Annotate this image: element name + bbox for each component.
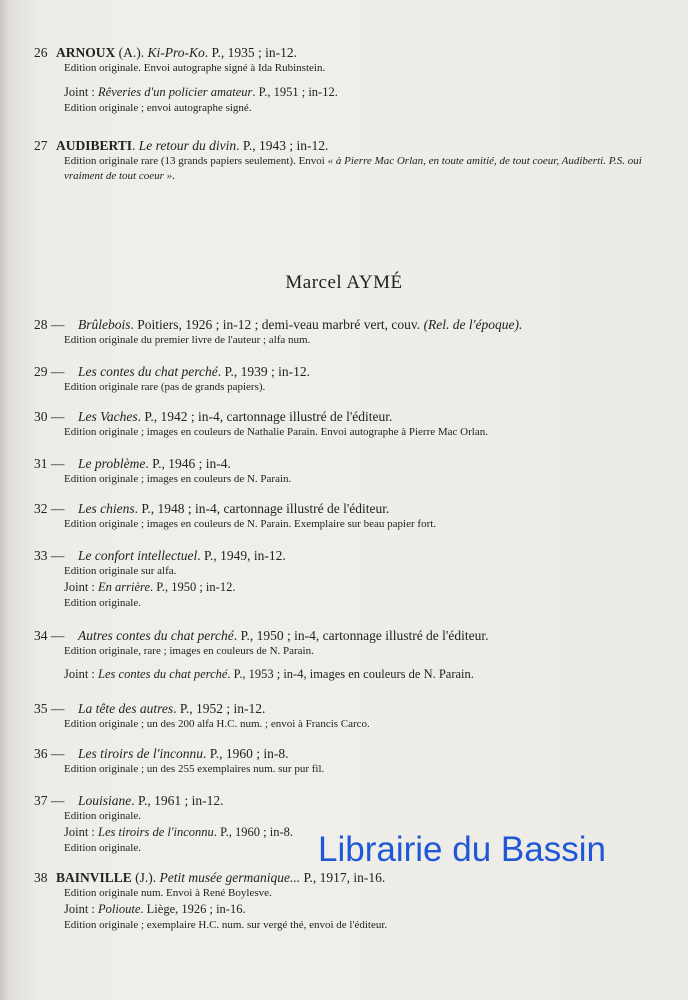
bookshop-watermark: Librairie du Bassin: [318, 830, 606, 869]
entry-note: Edition originale ; un des 255 exemplaires num. sur pur fil.: [64, 763, 325, 775]
entry-37: 37 —Louisiane. P., 1961 ; in-12. Edition originale. Joint : Les tiroirs de l'inconnu. P., 1960 ; in-8. Edition originale.: [34, 792, 654, 856]
entry-35: 35 —La tête des autres. P., 1952 ; in-12. Edition originale ; un des 200 alfa H.C. num. ; envoi à Francis Carco.: [34, 700, 654, 732]
entry-32: 32 —Les chiens. P., 1948 ; in-4, cartonnage illustré de l'éditeur. Edition originale ; images en couleurs de N. Parain. Exemplaire sur beau papier fort.: [34, 500, 654, 532]
entry-31: 31 —Le problème. P., 1946 ; in-4. Edition originale ; images en couleurs de N. Parain.: [34, 455, 654, 487]
entry-26: 26 ARNOUX (A.). Ki-Pro-Ko. P., 1935 ; in-12. Edition originale. Envoi autographe signé à Ida Rubinstein. Joint : Rêveries d'un policier amateur. P., 1951 ; in-12. Edition originale ; envoi autographe signé.: [34, 44, 654, 116]
entry-30: 30 —Les Vaches. P., 1942 ; in-4, cartonnage illustré de l'éditeur. Edition originale ; images en couleurs de Nathalie Parain. Envoi autographe à Pierre Mac Orlan.: [34, 408, 654, 440]
entry-note: Edition originale ; images en couleurs de Nathalie Parain. Envoi autographe à Pierre Mac Orlan.: [64, 426, 488, 438]
entry-note: Edition originale, rare ; images en couleurs de N. Parain.: [64, 645, 314, 657]
entry-note: Edition originale sur alfa.: [64, 565, 177, 577]
entry-note: Edition originale.: [64, 842, 141, 854]
entry-note: Edition originale ; images en couleurs de N. Parain. Exemplaire sur beau papier fort.: [64, 518, 437, 530]
entry-36: 36 —Les tiroirs de l'inconnu. P., 1960 ; in-8. Edition originale ; un des 255 exemplaires num. sur pur fil.: [34, 745, 654, 777]
section-title: Marcel AYMÉ: [285, 272, 403, 293]
entry-note: Edition originale num. Envoi à René Boylesve.: [64, 887, 272, 899]
entry-note: Edition originale ; images en couleurs de N. Parain.: [64, 473, 292, 485]
entry-28: 28 —Brûlebois. Poitiers, 1926 ; in-12 ; demi-veau marbré vert, couv. (Rel. de l'époque). Edition originale du premier livre de l'auteur ; alfa num.: [34, 316, 654, 348]
entry-note: Edition originale ; exemplaire H.C. num. sur vergé thé, envoi de l'éditeur.: [64, 919, 388, 931]
entry-27: 27 AUDIBERTI. Le retour du divin. P., 1943 ; in-12. Edition originale rare (13 grands papiers seulement). Envoi « à Pierre Mac Orlan, en toute amitié, de tout coeur, Audiberti. P.S. oui vraiment de tout coeur ».: [34, 138, 642, 182]
entry-note: Edition originale rare (pas de grands papiers).: [64, 381, 266, 393]
entry-note: Edition originale du premier livre de l'auteur ; alfa num.: [64, 334, 311, 346]
entry-33: 33 —Le confort intellectuel. P., 1949, in-12. Edition originale sur alfa. Joint : En arrière. P., 1950 ; in-12. Edition originale.: [34, 547, 654, 611]
entry-note: Edition originale ; un des 200 alfa H.C. num. ; envoi à Francis Carco.: [64, 718, 370, 730]
entry-29: 29 —Les contes du chat perché. P., 1939 ; in-12. Edition originale rare (pas de grands papiers).: [34, 363, 654, 395]
entry-note: Edition originale. Envoi autographe signé à Ida Rubinstein.: [64, 62, 326, 74]
entry-34: 34 —Autres contes du chat perché. P., 1950 ; in-4, cartonnage illustré de l'éditeur. Edition originale, rare ; images en couleurs de N. Parain. Joint : Les contes du chat perché. P., 1953 ; in-4, images en couleurs de N. Parain.: [34, 627, 654, 683]
entry-note: Edition originale ; envoi autographe signé.: [64, 102, 252, 114]
entry-note: Edition originale.: [64, 597, 141, 609]
entry-note: Edition originale.: [64, 810, 141, 822]
entry-38: 38 BAINVILLE (J.). Petit musée germanique... P., 1917, in-16. Edition originale num. Envoi à René Boylesve. Joint : Polioute. Liège, 1926 ; in-16. Edition originale ; exemplaire H.C. num. sur vergé thé, envoi de l'éditeur.: [34, 869, 654, 933]
